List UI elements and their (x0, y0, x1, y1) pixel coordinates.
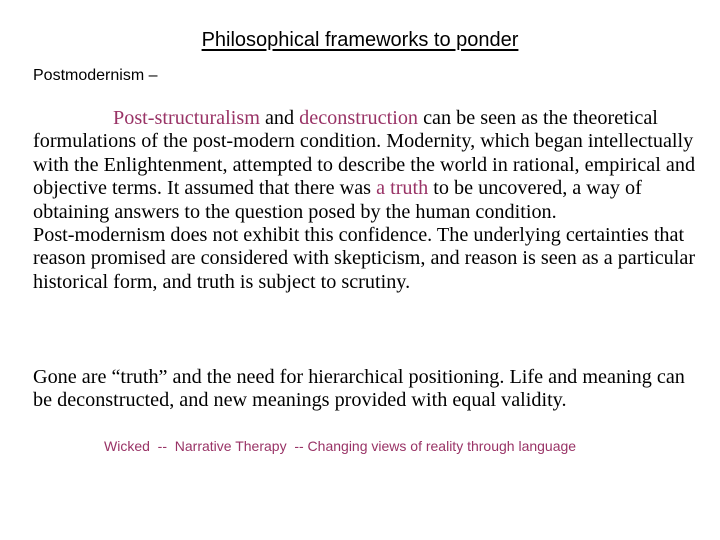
section-heading: Postmodernism – (33, 67, 158, 84)
body-text-segment: Post-modernism does not exhibit this confidence. The underlying certainties that reason promised are considered with skepticism, and reason is seen as a particular historical form, and truth is subject to scrutiny. (33, 224, 696, 293)
body-text-segment: can be seen as the theoretical formulations of the post-modern condition. Modernity, which began intellectually with the Enlightenment, attempted to describe the world in rational, empirical and objective terms. It assumed that there was (33, 107, 696, 200)
term-deconstruction: deconstruction (299, 107, 419, 129)
body-paragraph-2: Gone are “truth” and the need for hierarchical positioning. Life and meaning can be deconstructed, and new meanings provided with equal validity. (33, 366, 685, 412)
body-paragraph-1 (33, 107, 703, 294)
term-a-truth: a truth (376, 177, 429, 200)
term-post-structuralism: Post-structuralism (113, 107, 260, 129)
footer-links[interactable]: Wicked -- Narrative Therapy -- Changing views of reality through language (104, 438, 577, 454)
body-text-segment: and (259, 107, 300, 129)
body-text-segment: to be uncovered, a way of obtaining answers to the question posed by the human condition. (33, 177, 642, 223)
slide-title: Philosophical frameworks to ponder (201, 29, 519, 51)
